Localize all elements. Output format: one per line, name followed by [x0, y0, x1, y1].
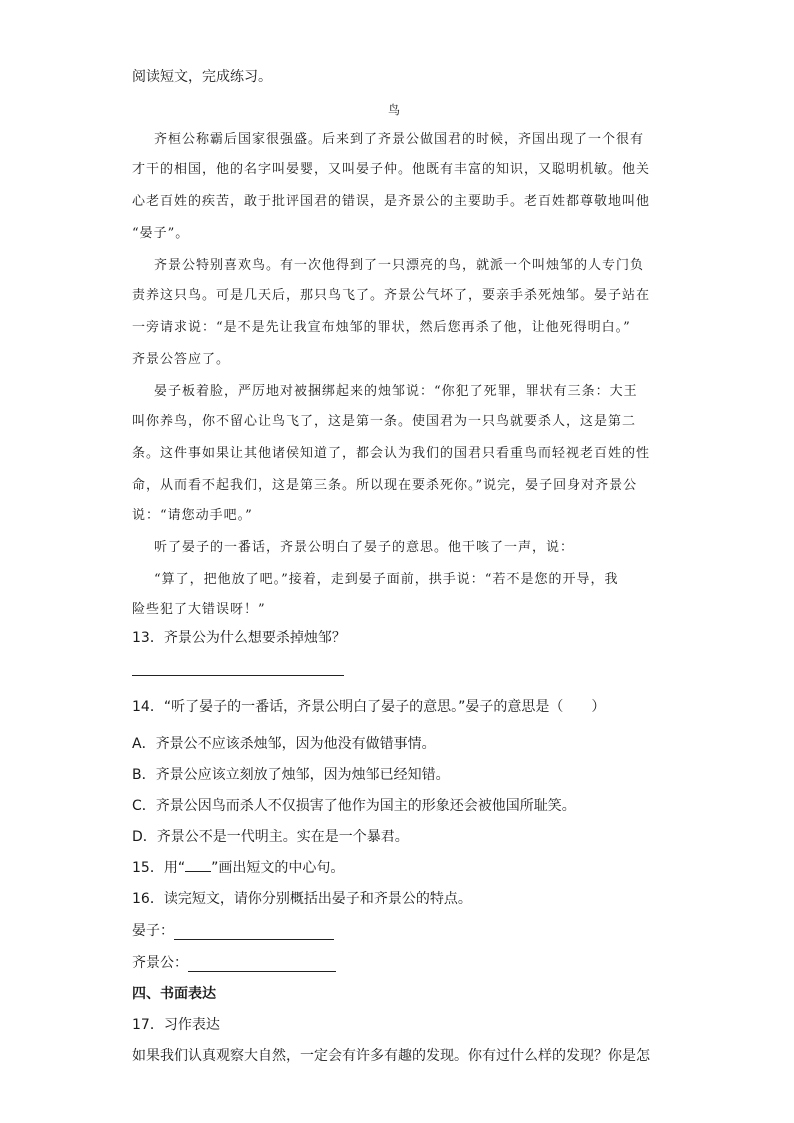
q14-option-c[interactable]: C．齐景公因鸟而杀人不仅损害了他作为国主的形象还会被他国所耻笑。: [132, 798, 576, 814]
q16-yanzi-answer-line[interactable]: [174, 924, 334, 940]
q16-jinggong-answer-line[interactable]: [188, 956, 336, 972]
q15-text-after: ”画出短文的中心句。: [211, 860, 345, 876]
question-15: [132, 857, 344, 877]
q13-answer-line[interactable]: [132, 660, 344, 676]
q14-option-d[interactable]: D．齐景公不是一代明主。实在是一个暴君。: [132, 829, 409, 845]
question-17: 17．习作表达: [132, 1017, 220, 1033]
story-title: 鸟: [387, 103, 400, 117]
story-line: 命，从而看不起我们，这是第三条。所以现在要杀死你。”说完，晏子回身对齐景公: [132, 478, 638, 493]
story-line: 责养这只鸟。可是几天后，那只鸟飞了。齐景公气坏了，要亲手杀死烛邹。晏子站在: [132, 288, 651, 303]
question-16-stem: 16．读完短文，请你分别概括出晏子和齐景公的特点。: [132, 891, 472, 907]
question-14-stem: 14．“听了晏子的一番话，齐景公明白了晏子的意思。”晏子的意思是（ ）: [132, 699, 606, 715]
section-heading: 四、书面表达: [132, 986, 216, 1002]
q16-yanzi-row: [132, 920, 334, 940]
story-line: “晏子”。: [132, 226, 190, 241]
story-line: 齐景公特别喜欢鸟。有一次他得到了一只漂亮的鸟，就派一个叫烛邹的人专门负: [154, 258, 645, 273]
story-line: 心老百姓的疾苦，敢于批评国君的错误，是齐景公的主要助手。老百姓都尊敬地叫他: [132, 194, 651, 209]
story-line: 才干的相国，他的名字叫晏婴，又叫晏子仲。他既有丰富的知识，又聪明机敏。他关: [132, 162, 651, 177]
story-line: 条。这件事如果让其他诸侯知道了，都会认为我们的国君只看重鸟而轻视老百姓的性: [132, 446, 651, 461]
question-13: 13．齐景公为什么想要杀掉烛邹？: [132, 630, 346, 646]
story-line: 听了晏子的一番话，齐景公明白了晏子的意思。他干咳了一声，说：: [154, 540, 575, 555]
q14-option-b[interactable]: B．齐景公应该立刻放了烛邹，因为烛邹已经知错。: [132, 767, 450, 783]
underline-marker: [185, 859, 211, 872]
q16-yanzi-label: 晏子：: [132, 923, 174, 939]
q16-jinggong-label: 齐景公：: [132, 955, 188, 971]
q15-text-before: 15．用“: [132, 860, 186, 876]
story-line: 齐桓公称霸后国家很强盛。后来到了齐景公做国君的时候，齐国出现了一个很有: [154, 132, 645, 147]
q16-jinggong-row: [132, 952, 336, 972]
reading-instruction: 阅读短文，完成练习。: [132, 69, 272, 85]
story-line: 险些犯了大错误呀！”: [132, 602, 266, 617]
story-line: 叫你养鸟，你不留心让鸟飞了，这是第一条。使国君为一只鸟就要杀人，这是第二: [132, 414, 637, 429]
q14-option-a[interactable]: A．齐景公不应该杀烛邹，因为他没有做错事情。: [132, 736, 436, 752]
story-line: 说：“请您动手吧。”: [132, 508, 253, 523]
story-line: “算了，把他放了吧。”接着，走到晏子面前，拱手说：“若不是您的开导，我: [154, 572, 619, 587]
story-line: 齐景公答应了。: [132, 352, 231, 367]
story-line: 一旁请求说：“是不是先让我宣布烛邹的罪状，然后您再杀了他，让他死得明白。”: [132, 320, 631, 335]
story-line: 晏子板着脸，严厉地对被捆绑起来的烛邹说：“你犯了死罪，罪状有三条：大王: [154, 384, 638, 399]
q17-prompt-text: 如果我们认真观察大自然，一定会有许多有趣的发现。你有过什么样的发现？你是怎: [132, 1048, 650, 1064]
